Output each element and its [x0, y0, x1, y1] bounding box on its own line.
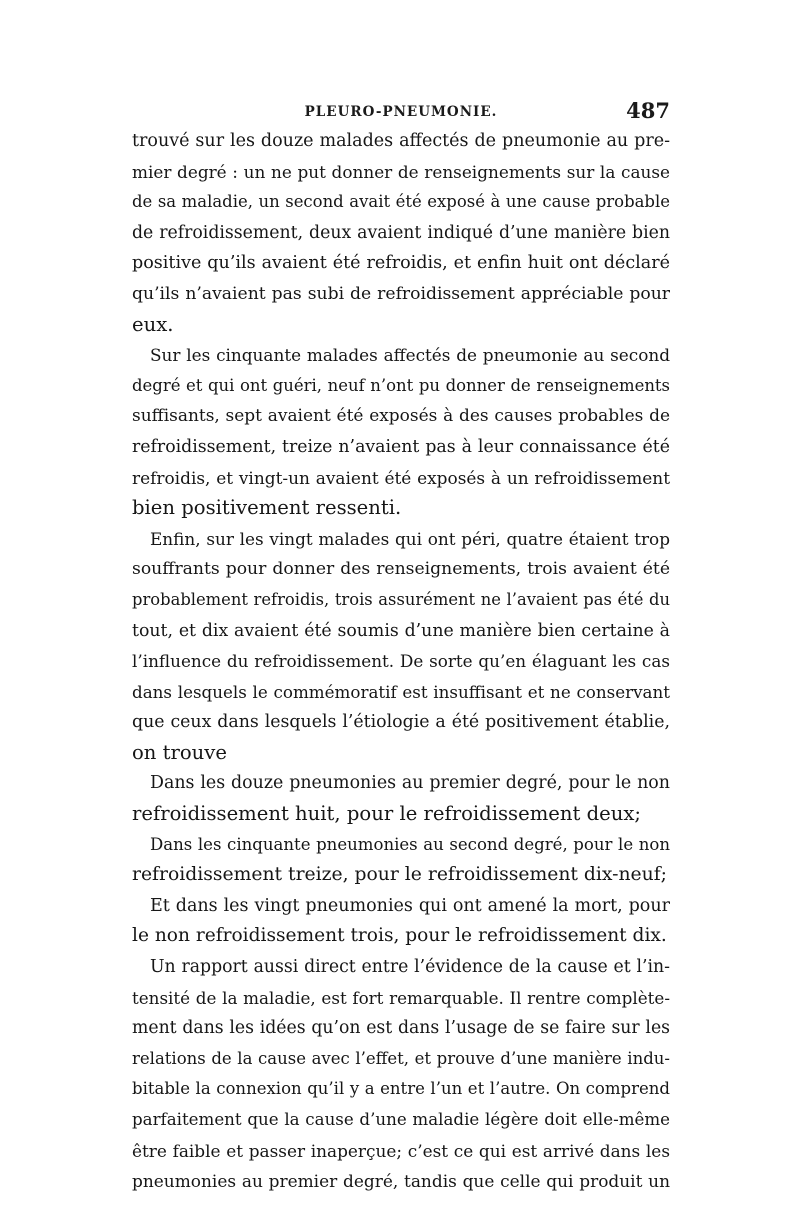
text-line: trouvé sur les douze malades affectés de pneumonie au pre-	[132, 131, 670, 151]
text-line: refroidissement treize, pour le refroidissement dix-neuf;	[132, 864, 667, 886]
running-title: PLEURO-PNEUMONIE.	[304, 104, 498, 120]
text-line: de sa maladie, un second avait été exposé à une cause probable	[132, 192, 670, 212]
text-line: mier degré : un ne put donner de renseignements sur la cause	[132, 161, 670, 182]
body-text	[132, 126, 670, 1197]
text-line: que ceux dans lesquels l’étiologie a été positivement établie,	[132, 712, 670, 733]
text-line: souffrants pour donner des renseignements, trois avaient été	[132, 559, 670, 580]
text-line: être faible et passer inaperçue; c’est ce qui est arrivé dans les	[132, 1140, 670, 1161]
text-line: tensité de la maladie, est fort remarquable. Il rentre complète-	[132, 987, 670, 1008]
text-line: qu’ils n’avaient pas subi de refroidissement appréciable pour	[132, 283, 670, 304]
text-line: relations de la cause avec l’effet, et prouve d’une manière indu-	[132, 1048, 670, 1068]
text-line: Dans les cinquante pneumonies au second degré, pour le non	[150, 834, 670, 854]
running-head	[132, 98, 670, 124]
text-line: Un rapport aussi direct entre l’évidence de la cause et l’in-	[150, 957, 670, 978]
text-line: degré et qui ont guéri, neuf n’ont pu donner de renseignements	[132, 375, 670, 395]
text-line: dans lesquels le commémoratif est insuffisant et ne conservant	[132, 681, 670, 702]
text-line: le non refroidissement trois, pour le refroidissement dix.	[132, 925, 667, 947]
text-line: on trouve	[132, 740, 227, 764]
text-line: refroidis, et vingt-un avaient été exposés à un refroidissement	[132, 467, 670, 488]
text-line: tout, et dix avaient été soumis d’une manière bien certaine à	[132, 620, 670, 641]
text-line: l’influence du refroidissement. De sorte qu’en élaguant les cas	[132, 651, 670, 672]
text-line: refroidissement, treize n’avaient pas à leur connaissance été	[132, 436, 670, 457]
page-number: 487	[626, 98, 670, 123]
text-line: parfaitement que la cause d’une maladie légère doit elle-même	[132, 1110, 670, 1129]
text-line: ment dans les idées qu’on est dans l’usage de se faire sur les	[132, 1018, 670, 1039]
text-line: pneumonies au premier degré, tandis que celle qui produit un	[132, 1171, 670, 1192]
text-line: refroidissement huit, pour le refroidissement deux;	[132, 802, 641, 826]
text-line: bien positivement ressenti.	[132, 496, 402, 520]
text-line: de refroidissement, deux avaient indiqué d’une manière bien	[132, 222, 670, 243]
text-line: Dans les douze pneumonies au premier degré, pour le non	[150, 773, 670, 794]
text-line: bitable la connexion qu’il y a entre l’un et l’autre. On comprend	[132, 1079, 670, 1099]
text-line: suffisants, sept avaient été exposés à des causes probables de	[132, 406, 670, 427]
text-line: eux.	[132, 312, 174, 336]
text-line: probablement refroidis, trois assurément ne l’avaient pas été du	[132, 589, 670, 609]
text-line: positive qu’ils avaient été refroidis, et enfin huit ont déclaré	[132, 253, 670, 274]
text-line: Sur les cinquante malades affectés de pneumonie au second	[150, 345, 670, 366]
text-line: Et dans les vingt pneumonies qui ont amené la mort, pour	[150, 895, 670, 916]
text-line: Enfin, sur les vingt malades qui ont péri, quatre étaient trop	[150, 528, 670, 549]
